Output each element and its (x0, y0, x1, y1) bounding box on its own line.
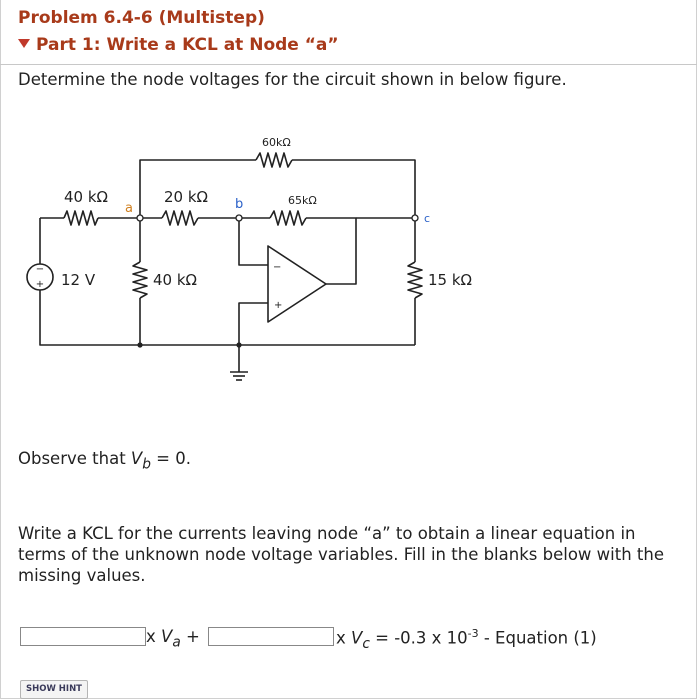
instructions-text: Write a KCL for the currents leaving node “a” to obtain a linear equation in terms of the unknown node voltage variables. Fill in the blanks below with the missing values. (18, 524, 664, 585)
part-header[interactable] (18, 35, 339, 55)
label-source: 12 V (61, 271, 96, 289)
source-minus-sign: − (35, 264, 45, 275)
label-r-ab: 20 kΩ (164, 188, 209, 206)
node-b-label: b (235, 197, 244, 212)
label-r-fb: 65kΩ (288, 194, 317, 207)
source-plus-sign: + (35, 279, 45, 290)
opamp-plus-sign: + (274, 300, 283, 311)
answer-input-1[interactable] (20, 627, 146, 646)
observation-text: Observe that $V_b = 0$. (18, 449, 191, 473)
opamp-minus-sign: − (273, 262, 282, 273)
label-r-left: 40 kΩ (64, 188, 109, 206)
equation-term-va: x $V_a$ + (146, 627, 200, 651)
circuit-diagram (0, 120, 697, 390)
label-r-mid: 40 kΩ (153, 271, 198, 289)
header-divider (0, 64, 697, 65)
label-r-right: 15 kΩ (428, 271, 473, 289)
node-c-label: c (424, 212, 431, 225)
answer-input-2[interactable] (208, 627, 334, 646)
problem-statement: Determine the node voltages for the circuit shown in below figure. (18, 70, 567, 89)
show-hint-button[interactable]: SHOW HINT (20, 680, 88, 699)
problem-title: Problem 6.4-6 (Multistep) (18, 8, 265, 28)
label-r-top: 60kΩ (262, 136, 291, 149)
collapse-triangle-icon[interactable] (18, 39, 30, 48)
equation-term-vc: x $V_c = -0.3$ x $10^{-3}$ - Equation (1) (336, 627, 597, 652)
node-a-label: a (125, 201, 133, 216)
equation-row (0, 620, 697, 654)
part-title: Part 1: Write a KCL at Node “a” (36, 35, 339, 55)
